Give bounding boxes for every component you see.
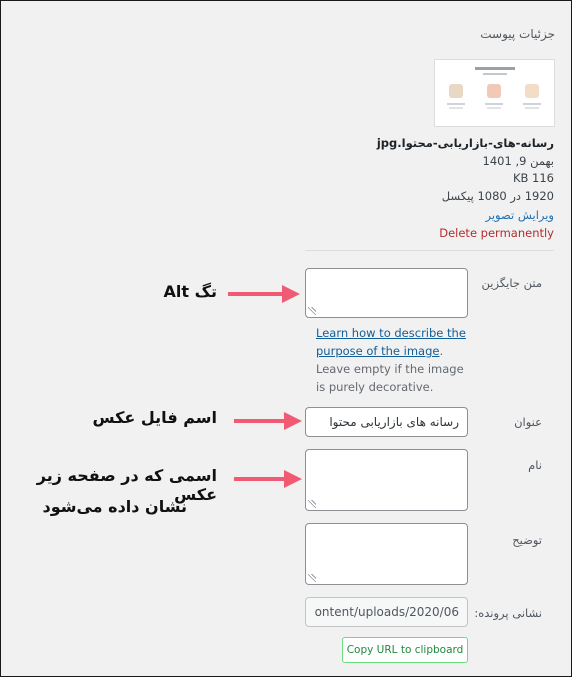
attachment-size: KB 116 bbox=[512, 171, 554, 185]
caption-textarea[interactable] bbox=[305, 449, 468, 511]
edit-image-link[interactable]: ویرایش تصویر bbox=[485, 208, 554, 222]
resize-handle-icon[interactable] bbox=[308, 307, 316, 315]
thumb-subheading bbox=[483, 73, 507, 75]
description-textarea[interactable] bbox=[305, 523, 468, 585]
thumb-heading bbox=[475, 67, 515, 70]
resize-handle-icon[interactable] bbox=[308, 500, 316, 508]
attachment-date: بهمن 9, 1401 bbox=[482, 154, 554, 168]
title-label: عنوان bbox=[514, 415, 542, 429]
file-url-label: نشانی پرونده: bbox=[474, 606, 542, 620]
attachment-thumbnail[interactable] bbox=[434, 59, 555, 127]
delete-permanently-link[interactable]: Delete permanently bbox=[439, 226, 554, 240]
panel-title: جزئیات پیوست bbox=[480, 27, 555, 41]
description-label: توضیح bbox=[512, 533, 542, 547]
resize-handle-icon[interactable] bbox=[308, 574, 316, 582]
file-url-input[interactable]: ontent/uploads/2020/06 bbox=[305, 597, 468, 627]
alt-help-link[interactable]: Learn how to describe the purpose of the image bbox=[316, 326, 466, 358]
alt-text-help bbox=[316, 324, 468, 396]
alt-help-text: . Leave empty if the image is purely decorative. bbox=[316, 344, 464, 394]
annotation-caption-line1: اسمی که در صفحه زیر عکس bbox=[36, 466, 217, 504]
thumb-icon-1 bbox=[449, 84, 463, 98]
arrow-filename-icon bbox=[232, 410, 304, 432]
title-input[interactable]: رسانه های بازاریابی محتوا bbox=[305, 407, 468, 437]
thumb-icon-2 bbox=[487, 84, 501, 98]
attachment-dimensions: 1920 در 1080 پیکسل bbox=[441, 189, 554, 203]
arrow-alt-icon bbox=[226, 283, 302, 305]
annotation-alt-tag: تگ Alt bbox=[163, 282, 217, 301]
thumb-icon-3 bbox=[525, 84, 539, 98]
annotation-file-name: اسم فایل عکس bbox=[92, 408, 217, 427]
copy-url-button[interactable]: Copy URL to clipboard bbox=[342, 637, 468, 663]
arrow-caption-icon bbox=[232, 468, 304, 490]
alt-text-label: متن جایگزین bbox=[481, 276, 542, 290]
attachment-filename: رسانه-های-بازاریابی-محتوا.jpg bbox=[376, 136, 554, 150]
annotation-caption-line2: نشان داده می‌شود bbox=[42, 497, 187, 516]
alt-text-textarea[interactable] bbox=[305, 268, 468, 318]
caption-label: نام bbox=[528, 458, 542, 472]
divider bbox=[305, 250, 554, 251]
